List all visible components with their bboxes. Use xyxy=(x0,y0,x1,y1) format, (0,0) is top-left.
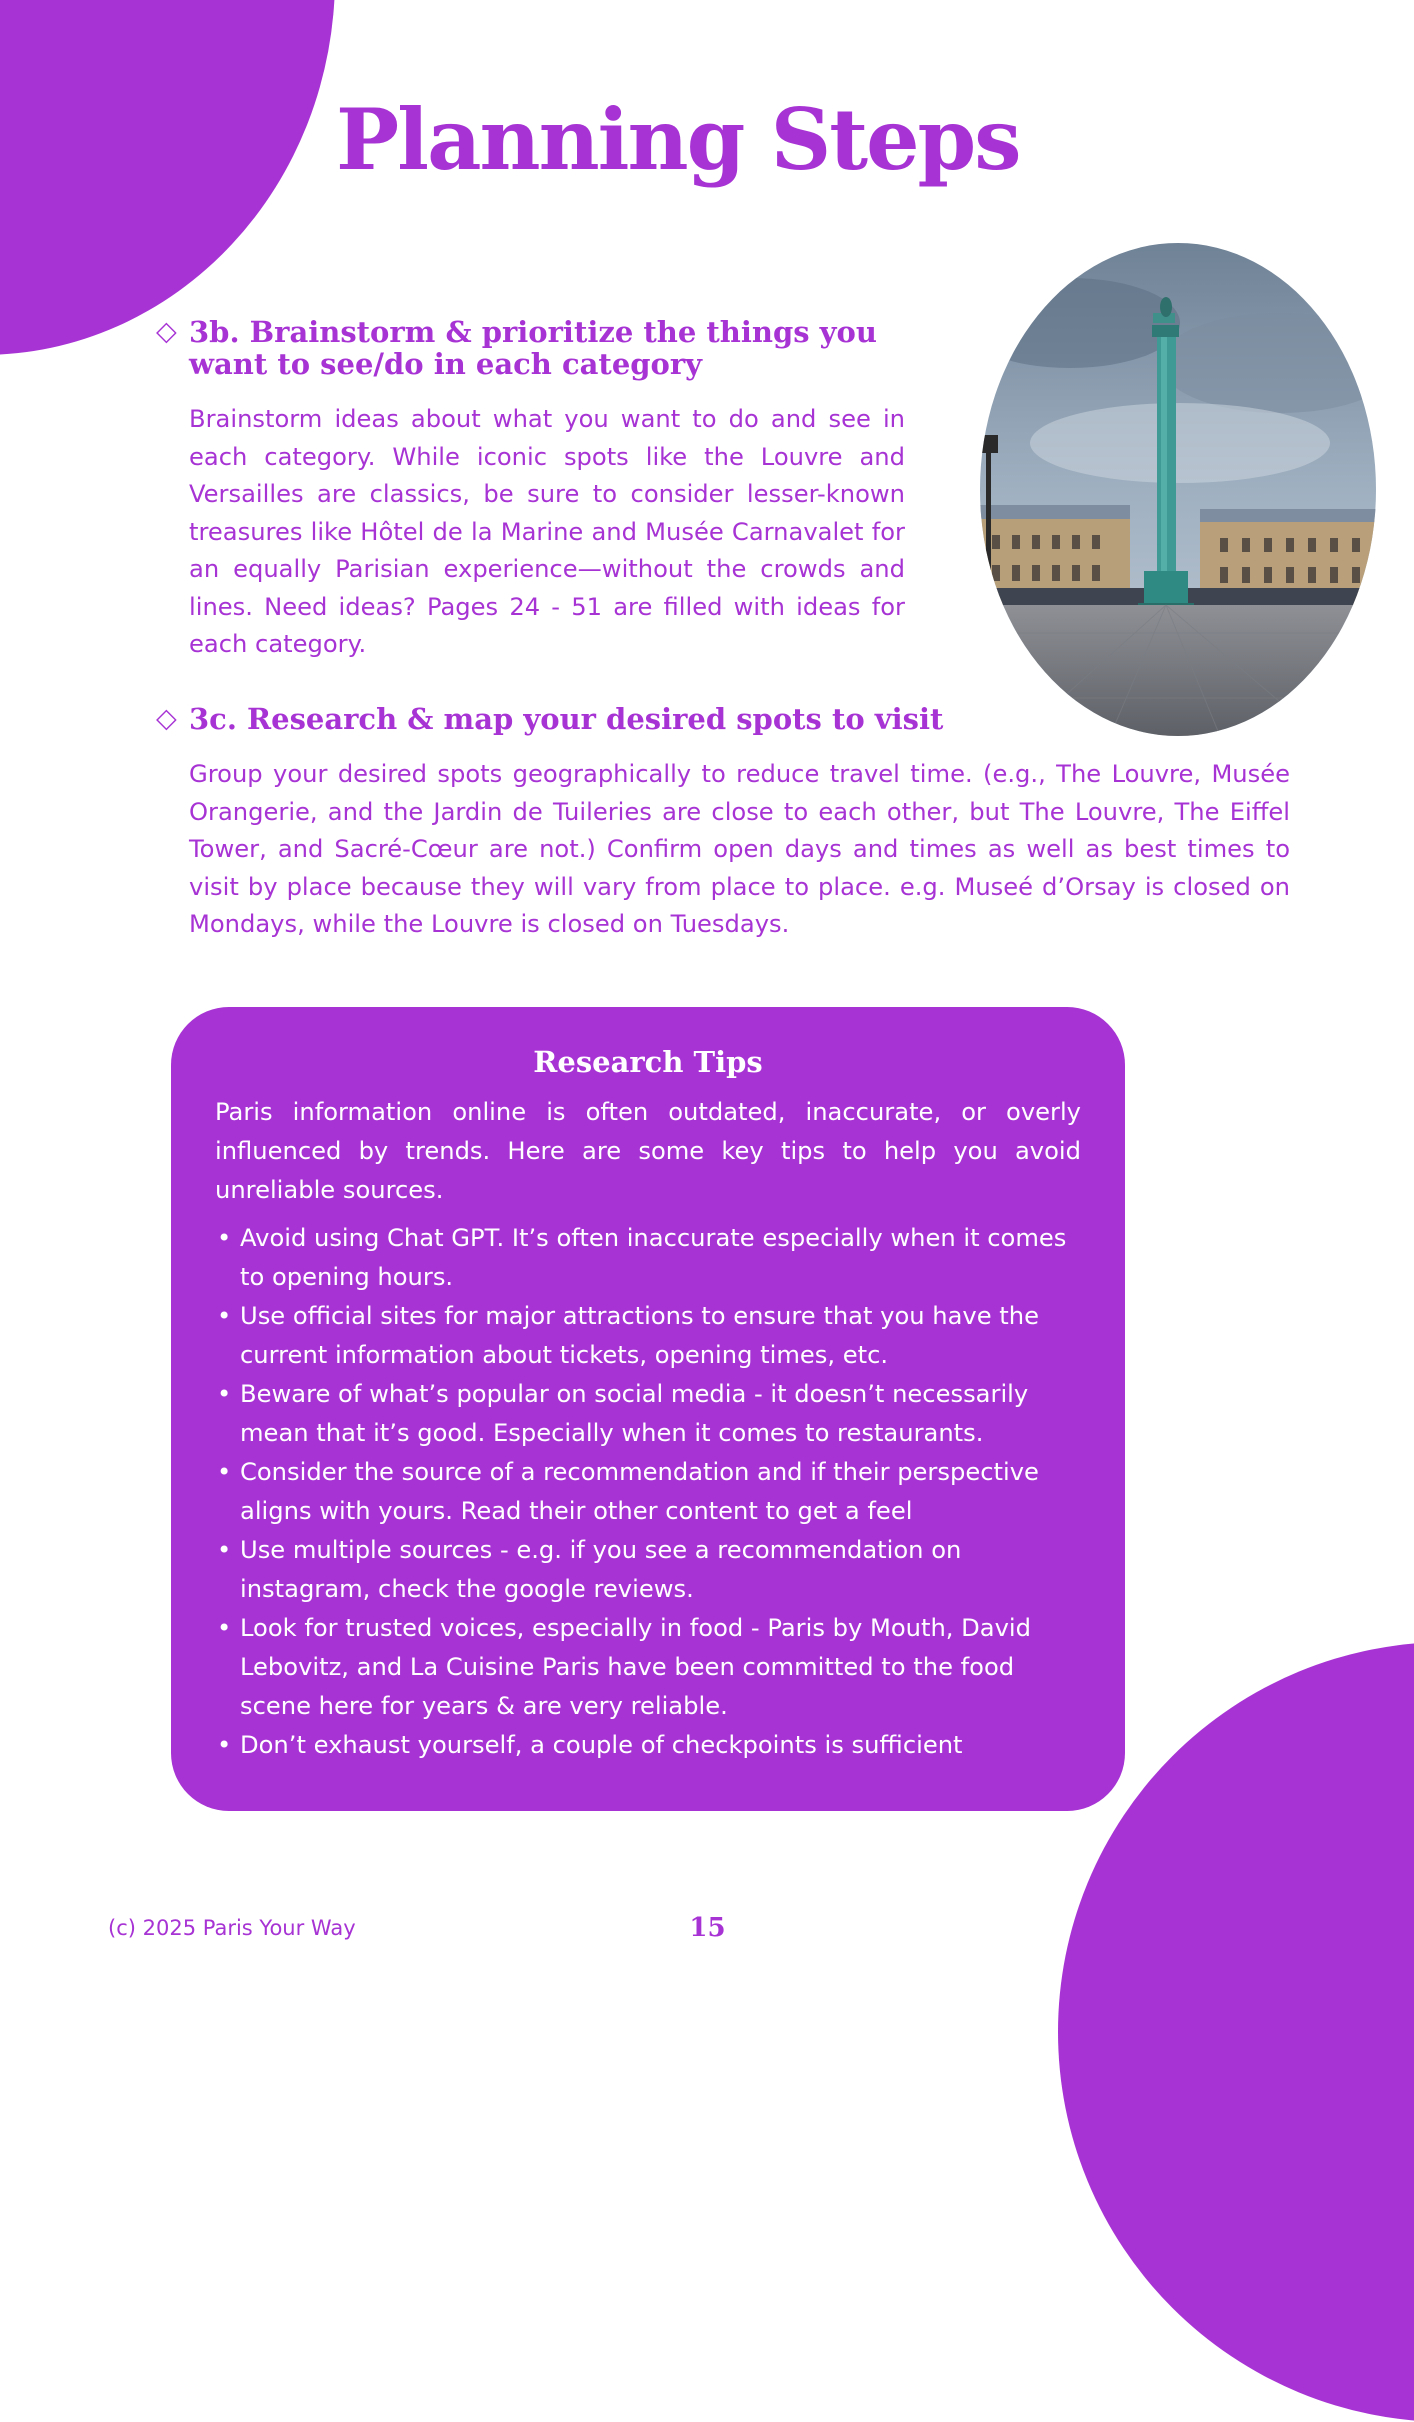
bullet-icon: • xyxy=(217,1302,232,1330)
list-item-text: Avoid using Chat GPT. It’s often inaccurate especially when it comes to opening hours. xyxy=(240,1224,1067,1291)
list-item xyxy=(215,1726,1081,1765)
list-item xyxy=(215,1453,1081,1531)
bullet-icon: • xyxy=(217,1458,232,1486)
list-item xyxy=(215,1297,1081,1375)
list-item-text: Use multiple sources - e.g. if you see a recommendation on instagram, check the google reviews. xyxy=(240,1536,962,1603)
page-title: Planning Steps xyxy=(336,90,1020,189)
page-number: 15 xyxy=(689,1913,726,1943)
research-tips-title: Research Tips xyxy=(533,1045,763,1079)
diamond-outline-icon: ◇ xyxy=(156,316,177,347)
section-3b-heading-line1: 3b. Brainstorm & prioritize the things you xyxy=(189,315,877,349)
section-3b-body: Brainstorm ideas about what you want to do and see in each category. While iconic spots like the Louvre and Versailles are classics, be sure to consider lesser-known treasures like Hôtel de la Marine and Musée Carnavalet for an equally Parisian experience—without the crowds and lines. Need ideas? Pages 24 - 51 are filled with ideas for each category. xyxy=(189,405,905,658)
section-3b-heading xyxy=(156,316,877,380)
bullet-icon: • xyxy=(217,1614,232,1642)
bullet-icon: • xyxy=(217,1731,232,1759)
section-3c-heading xyxy=(156,703,943,735)
research-tips-box xyxy=(171,1007,1125,1811)
research-tips-list xyxy=(215,1219,1081,1765)
list-item-text: Beware of what’s popular on social media - it doesn’t necessarily mean that it’s good. Especially when it comes to restaurants. xyxy=(240,1380,1029,1447)
list-item-text: Consider the source of a recommendation and if their perspective aligns with yours. Read their other content to get a feel xyxy=(240,1458,1039,1525)
list-item-text: Don’t exhaust yourself, a couple of checkpoints is sufficient xyxy=(240,1731,963,1759)
research-tips-intro: Paris information online is often outdated, inaccurate, or overly influenced by trends. Here are some key tips to help you avoid unreliable sources. xyxy=(215,1098,1081,1204)
section-3b-heading-line2: want to see/do in each category xyxy=(189,347,703,381)
list-item-text: Look for trusted voices, especially in food - Paris by Mouth, David Lebovitz, and La Cuisine Paris have been committed to the food scene here for years & are very reliable. xyxy=(240,1614,1032,1720)
section-3c-heading-text: 3c. Research & map your desired spots to visit xyxy=(189,702,944,736)
bullet-icon: • xyxy=(217,1536,232,1564)
bullet-icon: • xyxy=(217,1380,232,1408)
decorative-circle-top-left xyxy=(0,0,335,355)
list-item xyxy=(215,1219,1081,1297)
copyright-text: (c) 2025 Paris Your Way xyxy=(108,1916,356,1940)
section-3c-body: Group your desired spots geographically to reduce travel time. (e.g., The Louvre, Musée Orangerie, and the Jardin de Tuileries are close to each other, but The Louvre, The Eiffel Tower, and Sacré-Cœur are not.) Confirm open days and times as well as best times to visit by place because they will vary from place to place. e.g. Museé d’Orsay is closed on Mondays, while the Louvre is closed on Tuesdays. xyxy=(189,760,1290,938)
list-item xyxy=(215,1531,1081,1609)
bullet-icon: • xyxy=(217,1224,232,1252)
diamond-outline-icon: ◇ xyxy=(156,703,177,734)
list-item xyxy=(215,1375,1081,1453)
list-item xyxy=(215,1609,1081,1726)
list-item-text: Use official sites for major attractions to ensure that you have the current information about tickets, opening times, etc. xyxy=(240,1302,1040,1369)
place-vendome-photo xyxy=(980,243,1376,736)
